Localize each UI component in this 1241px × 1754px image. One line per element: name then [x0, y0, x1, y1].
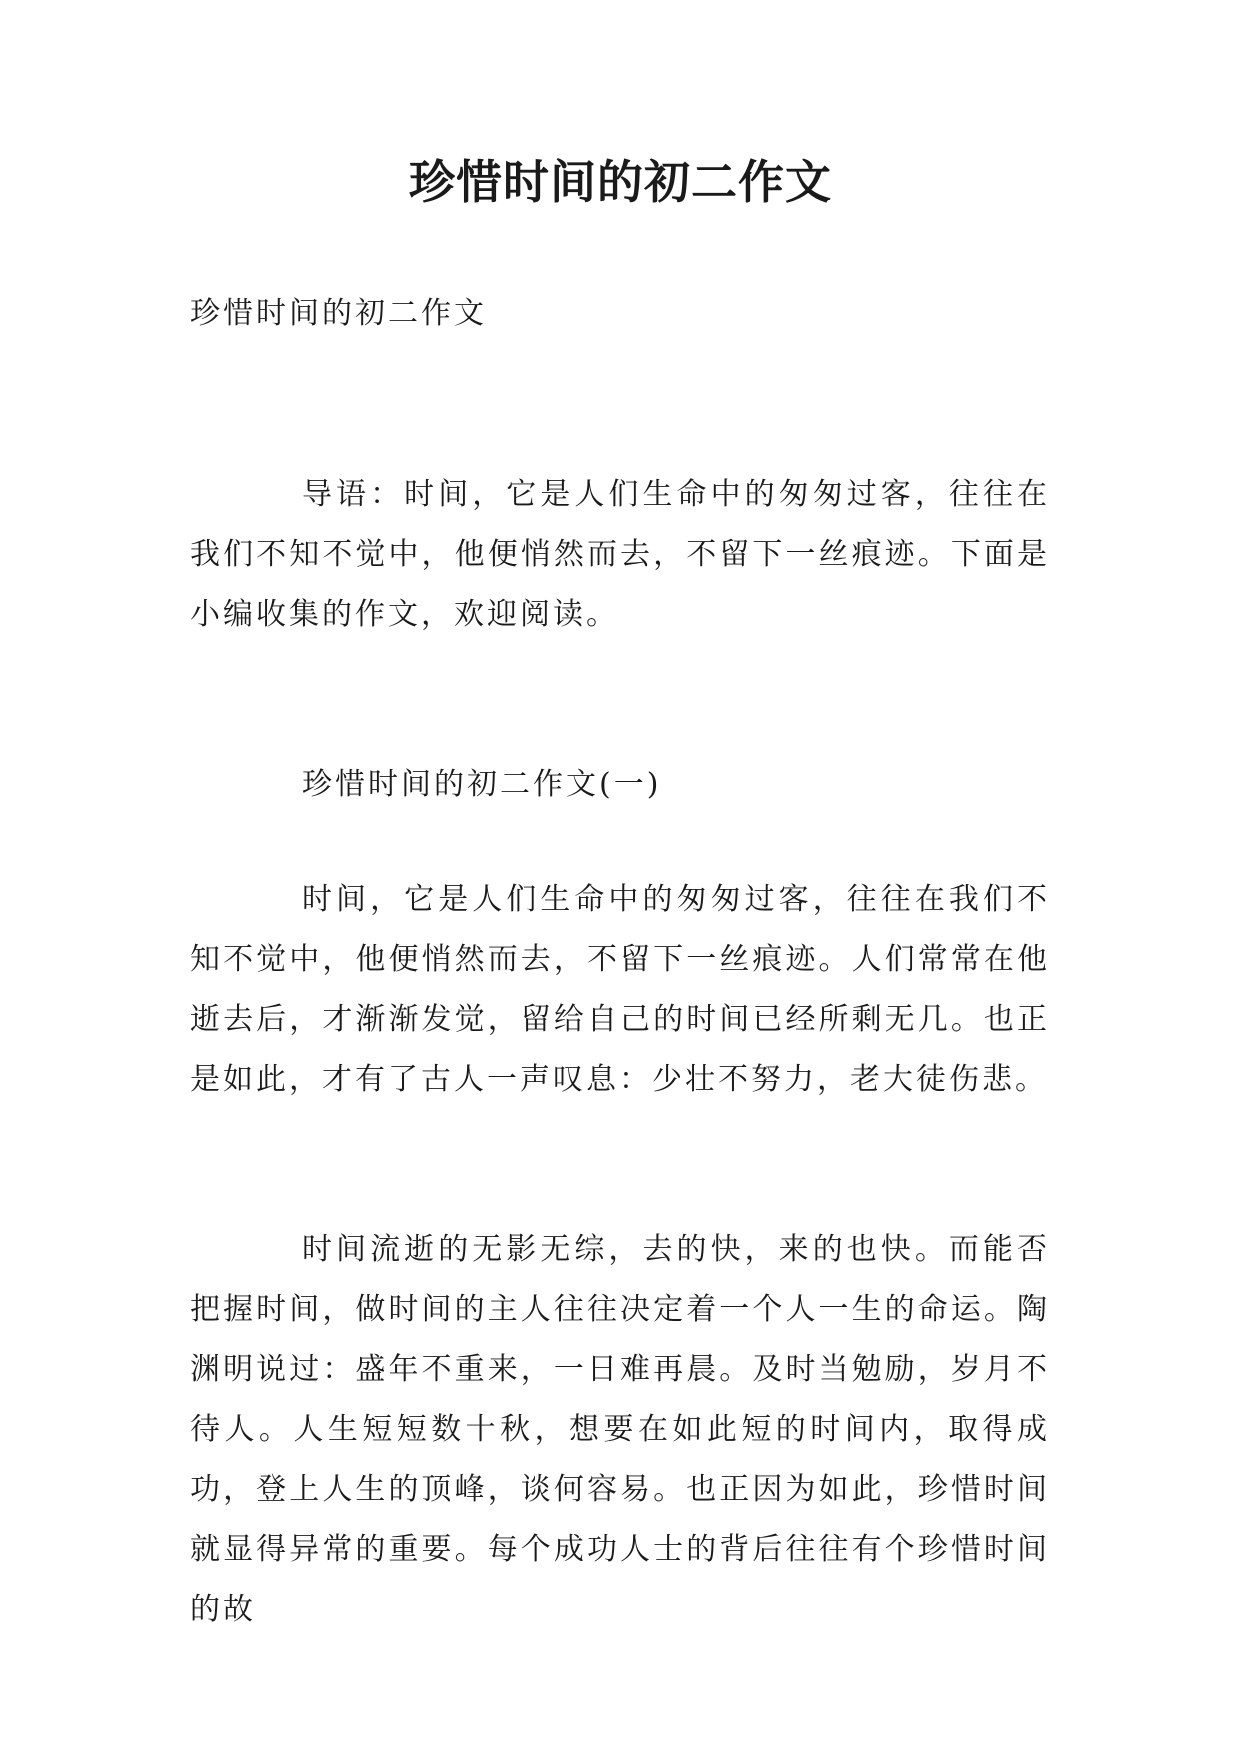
section-heading: 珍惜时间的初二作文(一)	[302, 767, 662, 802]
body-paragraph-2: 时间流逝的无影无综，去的快，来的也快。而能否把握时间，做时间的主人往往决定着一个人一生的命运。陶渊明说过：盛年不重来，一日难再晨。及时当勉励，岁月不待人。人生短短数十秋，想要在如此短的时间内，取得成功，登上人生的顶峰，谈何容易。也正因为如此，珍惜时间就显得异常的重要。每个成功人士的背后往往有个珍惜时间的故	[190, 1232, 1050, 1627]
document-title: 珍惜时间的初二作文	[409, 155, 832, 209]
document-subtitle: 珍惜时间的初二作文	[190, 296, 487, 331]
intro-paragraph: 导语：时间，它是人们生命中的匆匆过客，往往在我们不知不觉中，他便悄然而去，不留下一丝痕迹。下面是小编收集的作文，欢迎阅读。	[190, 477, 1050, 632]
body-paragraph-1: 时间，它是人们生命中的匆匆过客，往往在我们不知不觉中，他便悄然而去，不留下一丝痕迹。人们常常在他逝去后，才渐渐发觉，留给自己的时间已经所剩无几。也正是如此，才有了古人一声叹息：少壮不努力，老大徒伤悲。	[190, 882, 1050, 1097]
